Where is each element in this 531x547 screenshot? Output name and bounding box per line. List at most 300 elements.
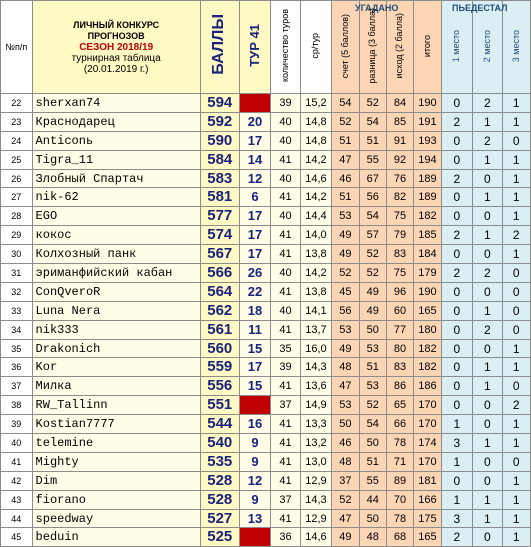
avg-per-tour-cell: 14,1	[300, 301, 332, 320]
goal-diff-cell: 49	[359, 282, 386, 301]
avg-per-tour-cell: 14,8	[300, 131, 332, 150]
outcome-cell: 70	[386, 490, 413, 509]
exact-score-cell: 48	[332, 452, 359, 471]
tours-count-cell: 41	[271, 471, 300, 490]
participant-name: эриманфийский кабан	[32, 264, 200, 283]
outcome-cell: 71	[386, 452, 413, 471]
third-place-cell: 0	[502, 301, 530, 320]
exact-score-cell: 47	[332, 150, 359, 169]
third-place-cell: 1	[502, 112, 530, 131]
tours-count-cell: 40	[271, 112, 300, 131]
second-place-header: 2 место	[473, 1, 502, 94]
guessed-total-cell: 165	[414, 528, 441, 547]
tour-points-cell: 17	[239, 226, 271, 245]
points-cell: 544	[200, 415, 239, 434]
third-place-cell: 1	[502, 339, 530, 358]
exact-score-cell: 48	[332, 358, 359, 377]
goal-diff-cell: 52	[359, 245, 386, 264]
table-row	[1, 131, 531, 150]
exact-score-cell: 52	[332, 264, 359, 283]
participant-name: EGO	[32, 207, 200, 226]
row-number: 28	[1, 207, 33, 226]
outcome-cell: 79	[386, 226, 413, 245]
third-place-cell: 1	[502, 415, 530, 434]
tour-points-cell	[239, 396, 271, 415]
first-place-cell: 0	[441, 377, 473, 396]
table-row	[1, 490, 531, 509]
tours-count-cell: 41	[271, 188, 300, 207]
guessed-group-label: УГАДАНО	[355, 3, 399, 13]
first-place-cell: 0	[441, 301, 473, 320]
table-row	[1, 226, 531, 245]
outcome-cell: 86	[386, 377, 413, 396]
title-line2: ПРОГНОЗОВ	[87, 30, 145, 41]
tour-points-cell: 6	[239, 188, 271, 207]
table-row	[1, 207, 531, 226]
outcome-cell: 85	[386, 112, 413, 131]
goal-diff-cell: 51	[359, 358, 386, 377]
outcome-cell: 75	[386, 264, 413, 283]
second-place-cell: 0	[473, 282, 502, 301]
table-row	[1, 377, 531, 396]
avg-per-tour-cell: 13,6	[300, 377, 332, 396]
tours-count-cell: 37	[271, 490, 300, 509]
guessed-total-cell: 170	[414, 396, 441, 415]
outcome-cell: 84	[386, 94, 413, 113]
guessed-total-cell: 174	[414, 434, 441, 453]
subtitle-line2: (20.01.2019 г.)	[83, 63, 149, 75]
outcome-cell: 82	[386, 188, 413, 207]
tours-count-cell: 41	[271, 434, 300, 453]
points-cell: 551	[200, 396, 239, 415]
podium-group-label: ПЬЕДЕСТАЛ	[452, 3, 508, 13]
third-place-cell: 1	[502, 434, 530, 453]
total-header: итого	[414, 1, 441, 94]
guessed-total-cell: 181	[414, 471, 441, 490]
points-cell: 583	[200, 169, 239, 188]
table-row	[1, 434, 531, 453]
tours-count-cell: 41	[271, 377, 300, 396]
outcome-cell: 68	[386, 528, 413, 547]
points-header: БАЛЛЫ	[200, 1, 239, 94]
goal-diff-cell: 49	[359, 301, 386, 320]
row-number: 35	[1, 339, 33, 358]
third-place-cell: 2	[502, 396, 530, 415]
participant-name: telemine	[32, 434, 200, 453]
avg-per-tour-cell: 13,8	[300, 245, 332, 264]
table-row	[1, 94, 531, 113]
participant-name: Милка	[32, 377, 200, 396]
second-place-cell: 1	[473, 490, 502, 509]
first-place-cell: 0	[441, 207, 473, 226]
exact-score-cell: 51	[332, 131, 359, 150]
avg-per-tour-cell: 13,7	[300, 320, 332, 339]
table-row	[1, 320, 531, 339]
goal-diff-cell: 50	[359, 434, 386, 453]
points-cell: 535	[200, 452, 239, 471]
goal-diff-cell: 44	[359, 490, 386, 509]
second-place-cell: 1	[473, 226, 502, 245]
row-number: 45	[1, 528, 33, 547]
third-place-cell: 1	[502, 94, 530, 113]
guessed-total-cell: 166	[414, 490, 441, 509]
avg-per-tour-cell: 14,2	[300, 150, 332, 169]
outcome-cell: 77	[386, 320, 413, 339]
participant-name: nik333	[32, 320, 200, 339]
second-place-cell: 1	[473, 434, 502, 453]
goal-diff-cell: 55	[359, 471, 386, 490]
row-number: 37	[1, 377, 33, 396]
goal-diff-cell: 67	[359, 169, 386, 188]
third-place-cell: 2	[502, 226, 530, 245]
tour-points-cell: 15	[239, 339, 271, 358]
outcome-cell: 89	[386, 471, 413, 490]
third-place-cell: 1	[502, 358, 530, 377]
first-place-cell: 0	[441, 320, 473, 339]
row-number: 32	[1, 282, 33, 301]
first-place-cell: 2	[441, 528, 473, 547]
guessed-total-cell: 182	[414, 358, 441, 377]
exact-score-cell: 37	[332, 471, 359, 490]
table-row	[1, 415, 531, 434]
first-place-cell: 3	[441, 434, 473, 453]
guessed-total-cell: 170	[414, 415, 441, 434]
table-title	[32, 1, 200, 94]
table-row	[1, 452, 531, 471]
guessed-total-cell: 185	[414, 226, 441, 245]
row-number: 44	[1, 509, 33, 528]
points-cell: 527	[200, 509, 239, 528]
points-cell: 567	[200, 245, 239, 264]
points-cell: 560	[200, 339, 239, 358]
tour-points-cell: 9	[239, 434, 271, 453]
goal-diff-cell: 54	[359, 415, 386, 434]
row-number: 31	[1, 264, 33, 283]
exact-score-cell: 54	[332, 94, 359, 113]
points-cell: 577	[200, 207, 239, 226]
points-cell: 562	[200, 301, 239, 320]
tour-points-cell: 12	[239, 471, 271, 490]
exact-score-cell: 53	[332, 320, 359, 339]
third-place-cell: 1	[502, 245, 530, 264]
first-place-cell: 1	[441, 490, 473, 509]
avg-per-tour-cell: 14,4	[300, 207, 332, 226]
participant-name: fiorano	[32, 490, 200, 509]
goal-diff-cell: 52	[359, 264, 386, 283]
third-place-cell: 1	[502, 169, 530, 188]
avg-per-tour-cell: 14,2	[300, 264, 332, 283]
table-row	[1, 112, 531, 131]
first-place-cell: 2	[441, 226, 473, 245]
avg-per-tour-cell: 12,9	[300, 509, 332, 528]
third-place-cell: 1	[502, 207, 530, 226]
first-place-cell: 0	[441, 282, 473, 301]
second-place-cell: 0	[473, 415, 502, 434]
second-place-cell: 1	[473, 358, 502, 377]
table-row	[1, 396, 531, 415]
guessed-total-cell: 193	[414, 131, 441, 150]
tours-count-cell: 41	[271, 226, 300, 245]
outcome-cell: 83	[386, 245, 413, 264]
outcome-cell: 91	[386, 131, 413, 150]
avg-per-tour-cell: 12,9	[300, 471, 332, 490]
avg-per-tour-cell: 14,3	[300, 490, 332, 509]
row-number: 23	[1, 112, 33, 131]
goal-diff-cell: 50	[359, 320, 386, 339]
tour-points-cell	[239, 528, 271, 547]
guessed-total-cell: 190	[414, 94, 441, 113]
tour-points-cell: 17	[239, 245, 271, 264]
table-row	[1, 339, 531, 358]
outcome-cell: 83	[386, 358, 413, 377]
tours-count-cell: 41	[271, 320, 300, 339]
tour-points-cell: 14	[239, 150, 271, 169]
participant-name: Dim	[32, 471, 200, 490]
tour-points-cell: 17	[239, 358, 271, 377]
tours-count-cell: 35	[271, 339, 300, 358]
goal-diff-cell: 52	[359, 396, 386, 415]
tours-count-cell: 36	[271, 528, 300, 547]
avg-per-tour-cell: 14,3	[300, 358, 332, 377]
exact-score-cell: 52	[332, 112, 359, 131]
row-number: 34	[1, 320, 33, 339]
tours-count-cell: 41	[271, 415, 300, 434]
tours-count-cell: 41	[271, 245, 300, 264]
tours-count-cell: 40	[271, 169, 300, 188]
third-place-cell: 1	[502, 509, 530, 528]
tours-count-cell: 41	[271, 282, 300, 301]
guessed-total-cell: 189	[414, 188, 441, 207]
table-row	[1, 301, 531, 320]
second-place-cell: 1	[473, 377, 502, 396]
exact-score-cell: 47	[332, 509, 359, 528]
table-row	[1, 169, 531, 188]
tours-count-cell: 41	[271, 452, 300, 471]
goal-diff-cell: 57	[359, 226, 386, 245]
guessed-total-cell: 182	[414, 207, 441, 226]
first-place-cell: 0	[441, 131, 473, 150]
guessed-total-cell: 194	[414, 150, 441, 169]
outcome-cell: 92	[386, 150, 413, 169]
second-place-cell: 1	[473, 509, 502, 528]
tour-points-cell: 22	[239, 282, 271, 301]
tours-count-cell: 40	[271, 131, 300, 150]
exact-score-cell: 53	[332, 207, 359, 226]
avg-per-tour-cell: 14,6	[300, 169, 332, 188]
tour-points-cell: 9	[239, 452, 271, 471]
participant-name: ConQveroR	[32, 282, 200, 301]
exact-score-cell: 50	[332, 415, 359, 434]
first-place-cell: 2	[441, 264, 473, 283]
table-row	[1, 358, 531, 377]
third-place-cell: 0	[502, 452, 530, 471]
row-number: 41	[1, 452, 33, 471]
table-row	[1, 509, 531, 528]
table-row	[1, 245, 531, 264]
table-row	[1, 188, 531, 207]
first-place-cell: 2	[441, 169, 473, 188]
second-place-cell: 2	[473, 131, 502, 150]
row-number: 22	[1, 94, 33, 113]
participant-name: Краснодарец	[32, 112, 200, 131]
points-cell: 574	[200, 226, 239, 245]
second-place-cell: 0	[473, 471, 502, 490]
goal-diff-cell: 48	[359, 528, 386, 547]
participant-name: nik-62	[32, 188, 200, 207]
exact-score-cell: 47	[332, 377, 359, 396]
points-cell: 566	[200, 264, 239, 283]
first-place-header: 1 место	[441, 1, 473, 94]
exact-score-cell: 49	[332, 339, 359, 358]
diff-header: разница (3 балла)	[359, 1, 386, 94]
participant-name: Drakonich	[32, 339, 200, 358]
first-place-cell: 0	[441, 150, 473, 169]
points-cell: 525	[200, 528, 239, 547]
points-cell: 559	[200, 358, 239, 377]
third-place-cell: 0	[502, 320, 530, 339]
participant-name: Anticonь	[32, 131, 200, 150]
avg-per-tour-cell: 13,2	[300, 434, 332, 453]
second-place-cell: 0	[473, 452, 502, 471]
subtitle-line1: турнирная таблица	[71, 52, 161, 64]
goal-diff-cell: 52	[359, 94, 386, 113]
row-number: 36	[1, 358, 33, 377]
row-number: 26	[1, 169, 33, 188]
participant-name: Kostian7777	[32, 415, 200, 434]
exact-score-cell: 51	[332, 188, 359, 207]
outcome-cell: 78	[386, 509, 413, 528]
exact-score-cell: 46	[332, 434, 359, 453]
second-place-cell: 0	[473, 169, 502, 188]
tours-count-cell: 40	[271, 301, 300, 320]
guessed-total-cell: 190	[414, 282, 441, 301]
row-number: 33	[1, 301, 33, 320]
first-place-cell: 0	[441, 358, 473, 377]
guessed-total-cell: 180	[414, 320, 441, 339]
avg-per-tour-cell: 13,0	[300, 452, 332, 471]
goal-diff-cell: 56	[359, 188, 386, 207]
third-place-header: 3 место	[502, 1, 530, 94]
avg-per-tour-cell: 14,8	[300, 112, 332, 131]
table-row	[1, 150, 531, 169]
points-cell: 594	[200, 94, 239, 113]
guessed-total-cell: 182	[414, 339, 441, 358]
goal-diff-cell: 55	[359, 150, 386, 169]
row-number: 29	[1, 226, 33, 245]
points-cell: 592	[200, 112, 239, 131]
points-cell: 540	[200, 434, 239, 453]
tour-points-cell: 17	[239, 131, 271, 150]
tour-points-cell	[239, 94, 271, 113]
exact-score-cell: 49	[332, 528, 359, 547]
points-cell: 581	[200, 188, 239, 207]
guessed-total-cell: 175	[414, 509, 441, 528]
tour-points-cell: 18	[239, 301, 271, 320]
second-place-cell: 0	[473, 245, 502, 264]
outcome-cell: 65	[386, 396, 413, 415]
table-row	[1, 282, 531, 301]
tours-count-cell: 39	[271, 358, 300, 377]
guessed-total-cell: 165	[414, 301, 441, 320]
outcome-header: исход (2 балла)	[386, 1, 413, 94]
second-place-cell: 0	[473, 339, 502, 358]
tours-count-cell: 39	[271, 94, 300, 113]
points-cell: 590	[200, 131, 239, 150]
first-place-cell: 3	[441, 509, 473, 528]
tour-points-cell: 11	[239, 320, 271, 339]
tours-count-cell: 40	[271, 207, 300, 226]
second-place-cell: 1	[473, 188, 502, 207]
first-place-cell: 2	[441, 112, 473, 131]
header-row	[1, 1, 531, 94]
outcome-cell: 96	[386, 282, 413, 301]
tours-count-cell: 40	[271, 264, 300, 283]
row-number: 40	[1, 434, 33, 453]
points-cell: 528	[200, 471, 239, 490]
tour-points-cell: 17	[239, 207, 271, 226]
second-place-cell: 0	[473, 528, 502, 547]
participant-name: Tigra_11	[32, 150, 200, 169]
first-place-cell: 0	[441, 339, 473, 358]
row-number: 43	[1, 490, 33, 509]
participant-name: Колхозный панк	[32, 245, 200, 264]
outcome-cell: 80	[386, 339, 413, 358]
points-cell: 584	[200, 150, 239, 169]
third-place-cell: 1	[502, 528, 530, 547]
third-place-cell: 0	[502, 131, 530, 150]
second-place-cell: 1	[473, 301, 502, 320]
third-place-cell: 0	[502, 377, 530, 396]
row-number: 30	[1, 245, 33, 264]
tour-header: ТУР 41	[239, 1, 271, 94]
tour-points-cell: 12	[239, 169, 271, 188]
second-place-cell: 1	[473, 112, 502, 131]
participant-name: Luna Nera	[32, 301, 200, 320]
guessed-total-cell: 170	[414, 452, 441, 471]
second-place-cell: 2	[473, 264, 502, 283]
participant-name: Mighty	[32, 452, 200, 471]
participant-name: beduin	[32, 528, 200, 547]
tour-points-cell: 9	[239, 490, 271, 509]
row-number: 24	[1, 131, 33, 150]
avg-per-tour-cell: 15,2	[300, 94, 332, 113]
avg-header: ср/тур	[300, 1, 332, 94]
third-place-cell: 1	[502, 150, 530, 169]
guessed-total-cell: 189	[414, 169, 441, 188]
first-place-cell: 0	[441, 188, 473, 207]
guessed-total-cell: 191	[414, 112, 441, 131]
tour-points-cell: 16	[239, 415, 271, 434]
outcome-cell: 66	[386, 415, 413, 434]
participant-name: sherxan74	[32, 94, 200, 113]
second-place-cell: 2	[473, 320, 502, 339]
num-header: №п/п	[1, 1, 33, 94]
first-place-cell: 0	[441, 471, 473, 490]
outcome-cell: 76	[386, 169, 413, 188]
avg-per-tour-cell: 14,2	[300, 188, 332, 207]
exact-score-cell: 45	[332, 282, 359, 301]
third-place-cell: 0	[502, 264, 530, 283]
exact-score-cell: 49	[332, 245, 359, 264]
points-cell: 528	[200, 490, 239, 509]
second-place-cell: 1	[473, 150, 502, 169]
tour-points-cell: 20	[239, 112, 271, 131]
third-place-cell: 1	[502, 490, 530, 509]
count-header: количество туров	[271, 1, 300, 94]
goal-diff-cell: 53	[359, 339, 386, 358]
avg-per-tour-cell: 14,6	[300, 528, 332, 547]
participant-name: Kor	[32, 358, 200, 377]
